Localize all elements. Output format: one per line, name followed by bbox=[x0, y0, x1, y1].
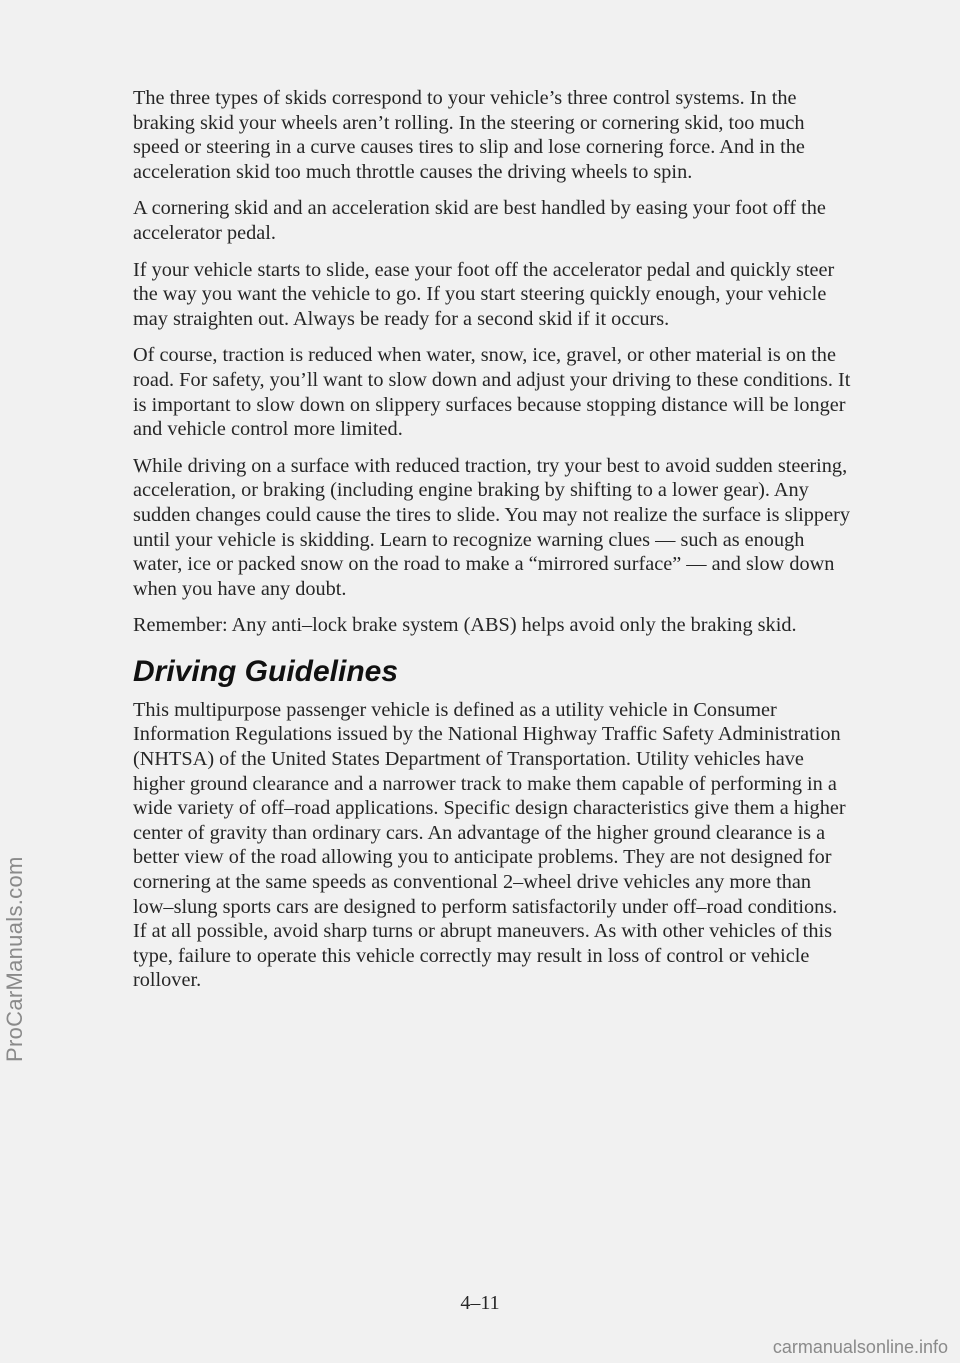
paragraph-cornering-skid: A cornering skid and an acceleration skid are best handled by easing your foot off the accelerator pedal. bbox=[133, 197, 826, 244]
page-content bbox=[133, 86, 853, 1005]
paragraph-reduced-traction: While driving on a surface with reduced traction, try your best to avoid sudden steering, acceleration, or braking (including engine braking by shifting to a lower gear). Any sudden changes could cause the tires to slide. You may not realize the surface is slippery until your vehicle is skidding. Learn to recognize warning clues — such as enough water, ice or packed snow on the road to make a “mirrored surface” — and slow down when you have any doubt. bbox=[133, 454, 850, 600]
side-watermark: ProCarManuals.com bbox=[2, 856, 27, 1062]
paragraph-skid-types: The three types of skids correspond to your vehicle’s three control systems. In the braking skid your wheels aren’t rolling. In the steering or cornering skid, too much speed or steering in a curve causes tires to slip and lose cornering force. And in the acceleration skid too much throttle causes the driving wheels to spin. bbox=[133, 87, 805, 183]
page-number: 4–11 bbox=[460, 1292, 500, 1314]
paragraph-traction: Of course, traction is reduced when water, snow, ice, gravel, or other material is on the road. For safety, you’ll want to slow down and adjust your driving to these conditions. It is important to slow down on slippery surfaces because stopping distance will be longer and vehicle control more limited. bbox=[133, 344, 851, 441]
section-heading: Driving Guidelines bbox=[133, 654, 399, 688]
bottom-watermark: carmanualsonline.info bbox=[772, 1337, 948, 1357]
paragraph-utility-vehicle: This multipurpose passenger vehicle is defined as a utility vehicle in Consumer Information Regulations issued by the National Highway Traffic Safety Administration (NHTSA) of the United States Department of Transportation. Utility vehicles have higher ground clearance and a narrower track to make them capable of performing in a wide variety of off–road applications. Specific design characteristics give them a higher center of gravity than ordinary cars. An advantage of the higher ground clearance is a better view of the road allowing you to anticipate problems. They are not designed for cornering at the same speeds as conventional 2–wheel drive vehicles any more than low–slung sports cars are designed to perform satisfactorily under off–road conditions. If at all possible, avoid sharp turns or abrupt maneuvers. As with other vehicles of this type, failure to operate this vehicle correctly may result in loss of control or vehicle rollover. bbox=[133, 698, 846, 992]
paragraph-vehicle-slide: If your vehicle starts to slide, ease your foot off the accelerator pedal and quickly steer the way you want the vehicle to go. If you start steering quickly enough, your vehicle may straighten out. Always be ready for a second skid if it occurs. bbox=[133, 258, 835, 330]
paragraph-abs-remember: Remember: Any anti–lock brake system (ABS) helps avoid only the braking skid. bbox=[133, 614, 797, 637]
